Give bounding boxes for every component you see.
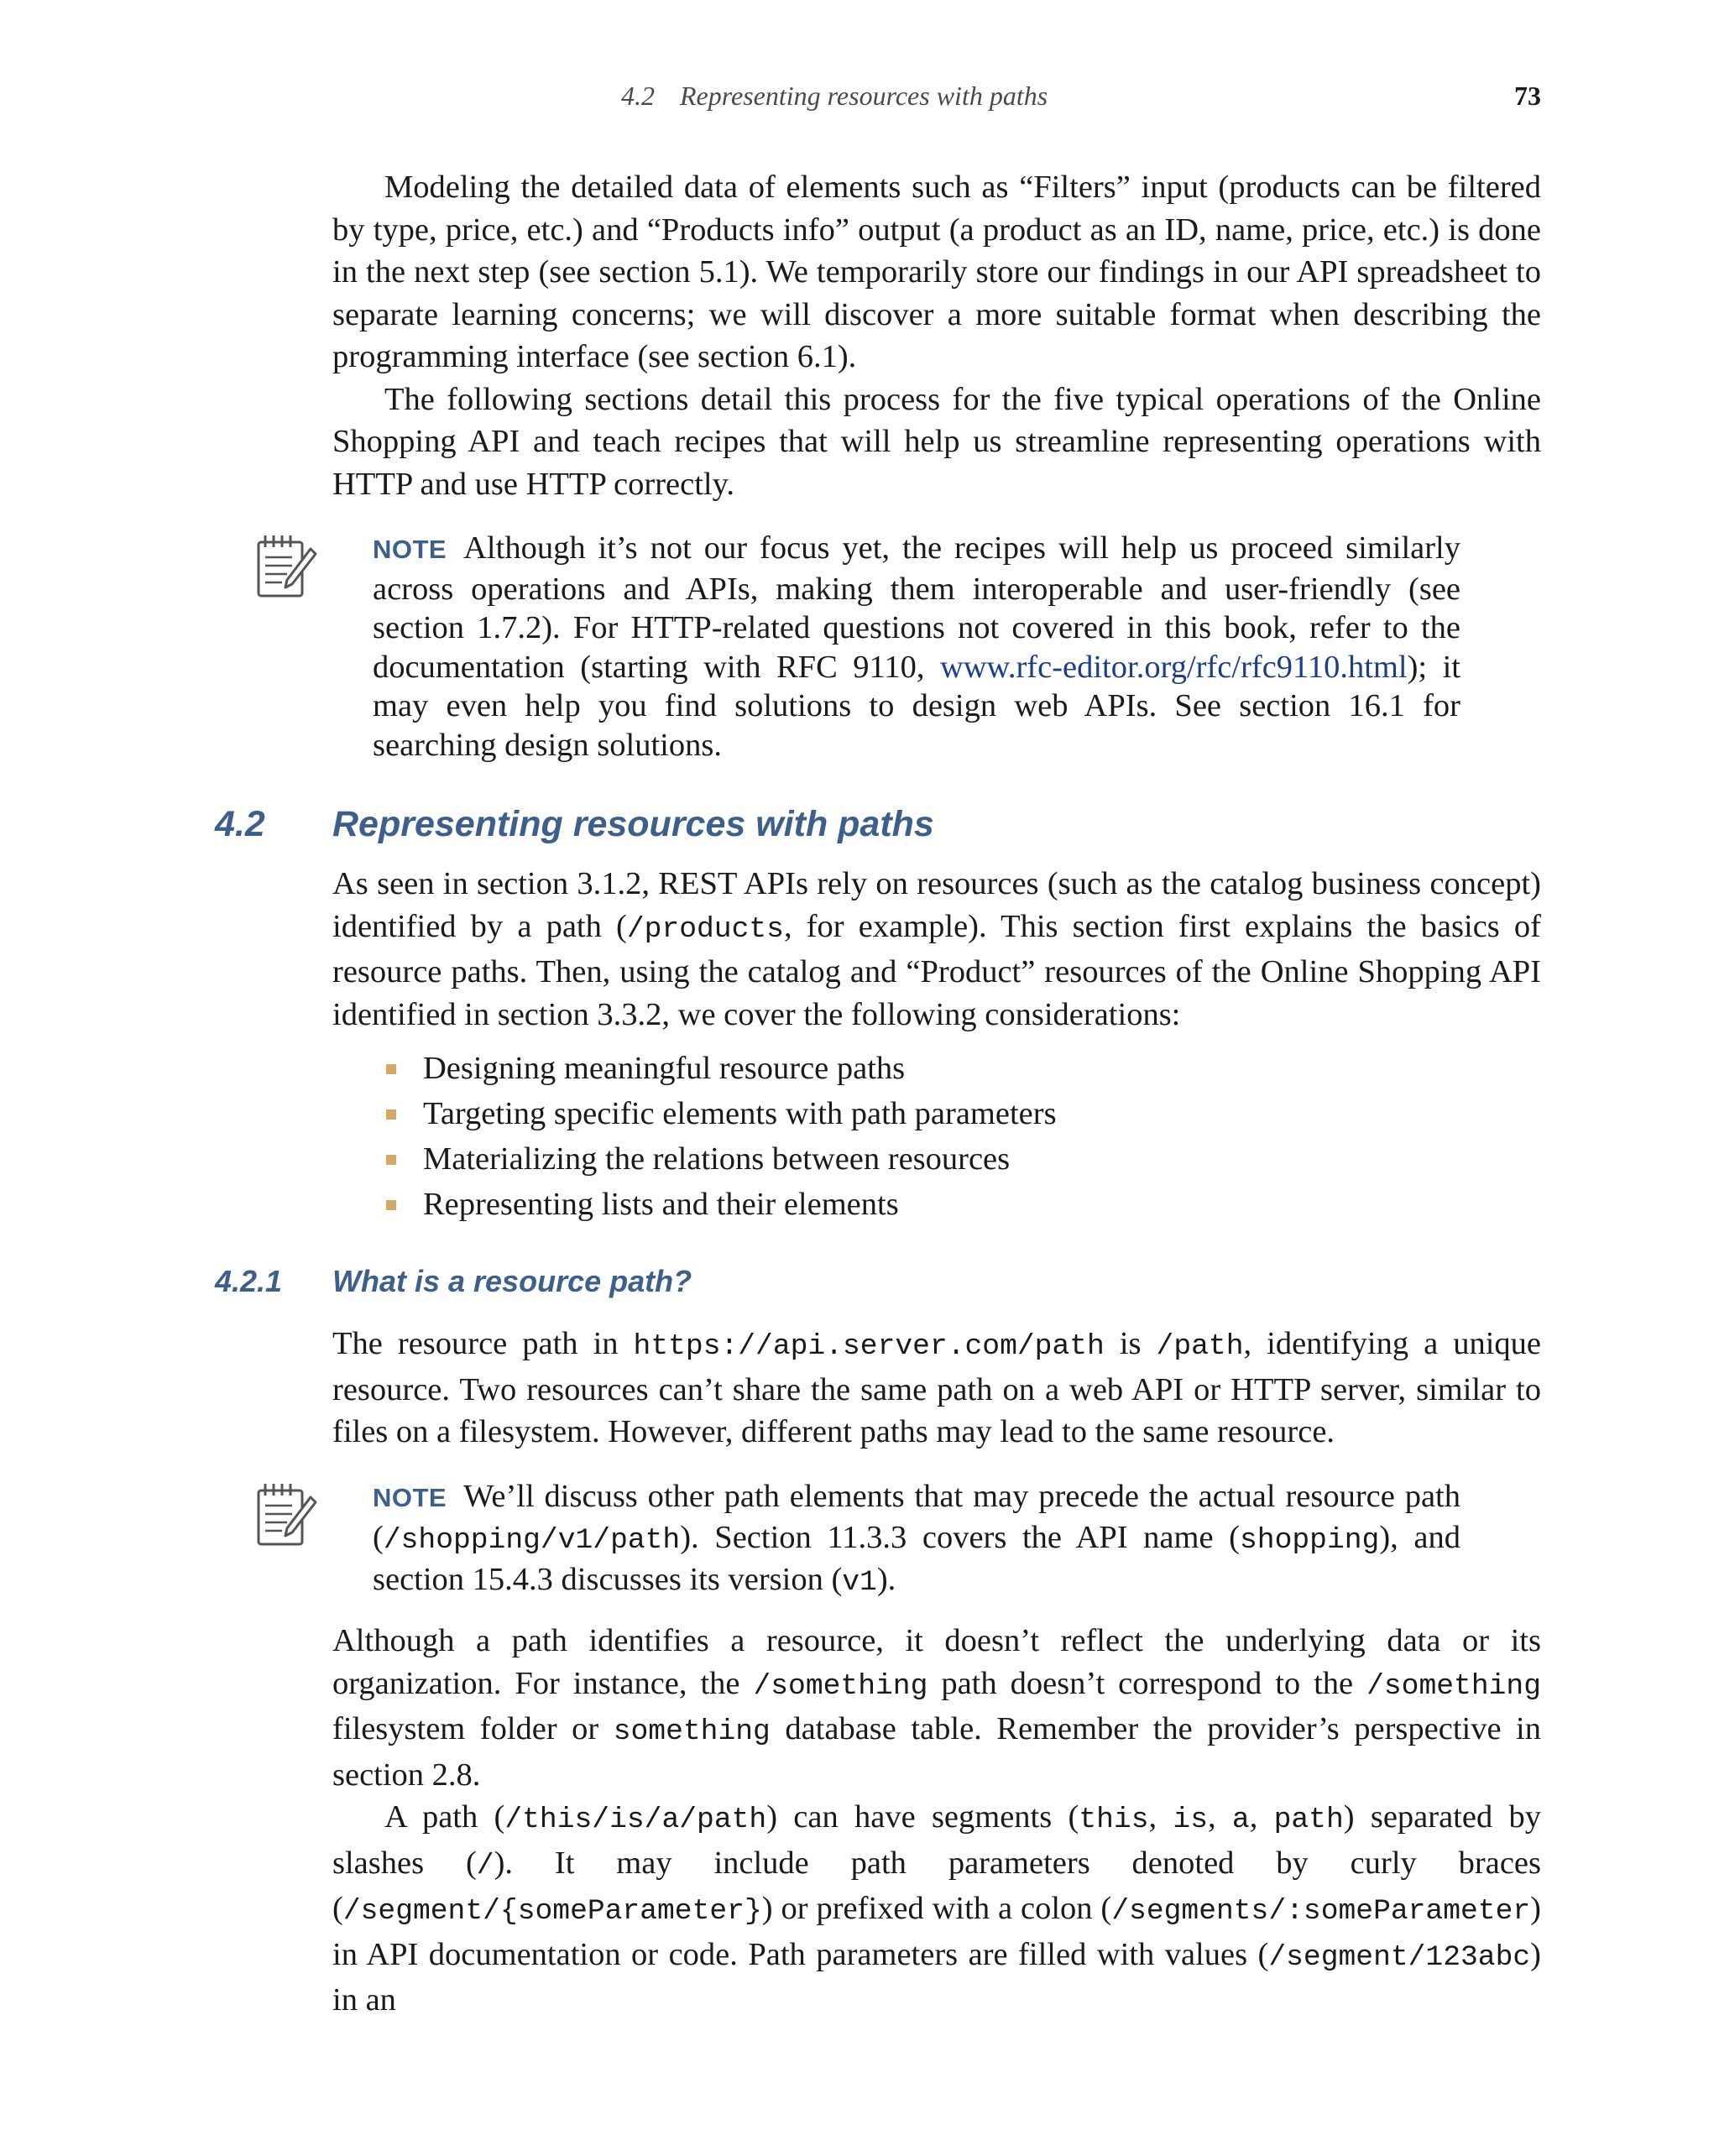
para3-text-b: path doesn’t correspond to the [927,1665,1367,1701]
para4-text-i: ) in API documentation or code. Path parameters are filled with values ( [332,1891,1541,1972]
code-this-is-a-path: /this/is/a/path [504,1804,767,1836]
intro-block [332,166,1541,505]
section-4-2-text-a: As seen in section 3.1.2, REST APIs rely on resources (such as the catalog business concept) identified by a path ( [332,866,1541,944]
para4-text-f: ) separated by slashes ( [332,1799,1541,1881]
path-organization-paragraph [332,1620,1541,1796]
section-4-2-1-body [332,1323,1541,1454]
section-4-2-heading [215,804,1558,851]
note-1-label: NOTE [373,535,447,564]
para4-text-g: ). It may include path parameters denoted by curly braces ( [332,1845,1541,1926]
resource-path-text-c: , identifying a unique resource. Two resources can’t share the same path on a web API or HTTP server, similar to files on a filesystem. However, different paths may lead to the same resource. [332,1326,1541,1449]
code-slash: / [476,1849,494,1882]
running-head-title [621,81,1048,112]
para4-text-d: , [1207,1799,1232,1835]
note-2-text [373,1477,1460,1603]
bullet-marker [386,1064,396,1074]
section-4-2-paragraph [332,863,1541,1036]
para4-text-b: ) can have segments ( [766,1799,1079,1835]
considerations-list [332,1046,1541,1227]
intro-paragraph-1: Modeling the detailed data of elements such as “Filters” input (products can be filtered by type, price, etc.) and “Products info” output (a product as an ID, name, price, etc.) is done in the next step (see section 5.1). We temporarily store our findings in our API spreadsheet to separate learning concerns; we will discover a more suitable format when describing the programming interface (see section 6.1). [332,170,1541,374]
code-v1: v1 [842,1566,877,1599]
para4-text-j: ) in an [332,1936,1541,2018]
code-path-segment: path [1273,1804,1344,1836]
bullet-marker [386,1155,396,1165]
intro-paragraph-2: The following sections detail this process for the five typical operations of the Online Shopping API and teach recipes that will help us streamline representing operations with HTTP and use HTTP correctly. [332,381,1541,502]
code-is: is [1173,1804,1208,1836]
rfc-9110-link[interactable]: www.rfc-editor.org/rfc/rfc9110.html [939,649,1408,685]
code-something-1: /something [753,1669,928,1703]
para3-text-c: filesystem folder or [332,1711,614,1746]
code-a: a [1231,1804,1250,1836]
notepad-pencil-icon [252,532,321,604]
notepad-pencil-icon [252,1480,321,1553]
running-head-section-number: 4.2 [621,81,655,111]
list-item-text: Materializing the relations between resources [423,1141,1011,1177]
code-shopping-v1-path: /shopping/v1/path [383,1523,681,1557]
list-item [332,1182,1541,1227]
section-4-2-text-b: , for example). This section first explains the basics of resource paths. Then, using the catalog and “Product” resources of the Online Shopping API identified in section 3.3.2, we cover the following considerations: [332,908,1541,1032]
note-1-text [373,529,1460,765]
list-item [332,1136,1541,1182]
resource-path-text-b: is [1104,1326,1157,1361]
bullet-marker [386,1109,396,1120]
section-4-2-number: 4.2 [215,804,265,844]
note-1-text-b: ); it may even help you find solutions to design web APIs. See section 16.1 for searching design solutions. [373,649,1460,763]
code-something-3: something [613,1715,771,1748]
code-path: /path [1156,1330,1244,1363]
code-colon-param: /segments/:someParameter [1111,1895,1531,1928]
path-segments-paragraph [332,1796,1541,2022]
para4-text-c: , [1148,1799,1173,1835]
bullet-marker [386,1200,396,1210]
para4-text-h: ) or prefixed with a colon ( [761,1891,1112,1926]
note-2-text-d: ). [876,1562,896,1597]
running-head-section-title: Representing resources with paths [680,81,1048,111]
section-4-2-1-heading [215,1264,1558,1304]
note-box-2 [252,1477,1544,1603]
note-2-text-c: ), and section 15.4.3 discusses its version ( [373,1519,1460,1597]
note-1-text-a: Although it’s not our focus yet, the recipes will help us proceed similarly across operations and APIs, making them interoperable and user-friendly (see section 1.7.2). For HTTP-related questions not covered in this book, refer to the documentation (starting with RFC 9110, [373,530,1460,685]
para4-text-a: A path ( [384,1799,505,1835]
path-paragraphs [332,1620,1541,2022]
note-2-text-b: ). Section 11.3.3 covers the API name ( [680,1519,1241,1555]
note-2-label: NOTE [373,1483,447,1512]
resource-path-paragraph [332,1323,1541,1454]
note-2-text-a: We’ll discuss other path elements that may precede the actual resource path ( [373,1479,1460,1555]
para4-text-e: , [1249,1799,1274,1835]
page-number: 73 [1514,81,1541,111]
list-item [332,1091,1541,1136]
code-something-2: /something [1366,1669,1541,1703]
running-head [0,81,1719,117]
code-this: this [1079,1804,1149,1836]
resource-path-text-a: The resource path in [332,1326,634,1361]
note-box-1 [252,529,1544,765]
section-4-2-body [332,863,1541,1227]
code-url: https://api.server.com/path [633,1330,1105,1363]
section-4-2-1-title: What is a resource path? [332,1264,692,1298]
section-4-2-1-number: 4.2.1 [215,1264,283,1298]
list-item-text: Representing lists and their elements [423,1187,899,1222]
code-shopping: shopping [1240,1523,1380,1557]
list-item-text: Targeting specific elements with path parameters [423,1096,1057,1131]
para3-text-a: Although a path identifies a resource, it doesn’t reflect the underlying data or its organization. For instance, the [332,1623,1541,1701]
para3-text-d: database table. Remember the provider’s perspective in section 2.8. [332,1711,1541,1793]
list-item-text: Designing meaningful resource paths [423,1051,906,1086]
code-products: /products [626,912,784,946]
list-item [332,1046,1541,1091]
code-segment-value: /segment/123abc [1268,1940,1531,1974]
code-curly-param: /segment/{someParameter} [342,1895,762,1928]
section-4-2-title: Representing resources with paths [332,804,934,844]
